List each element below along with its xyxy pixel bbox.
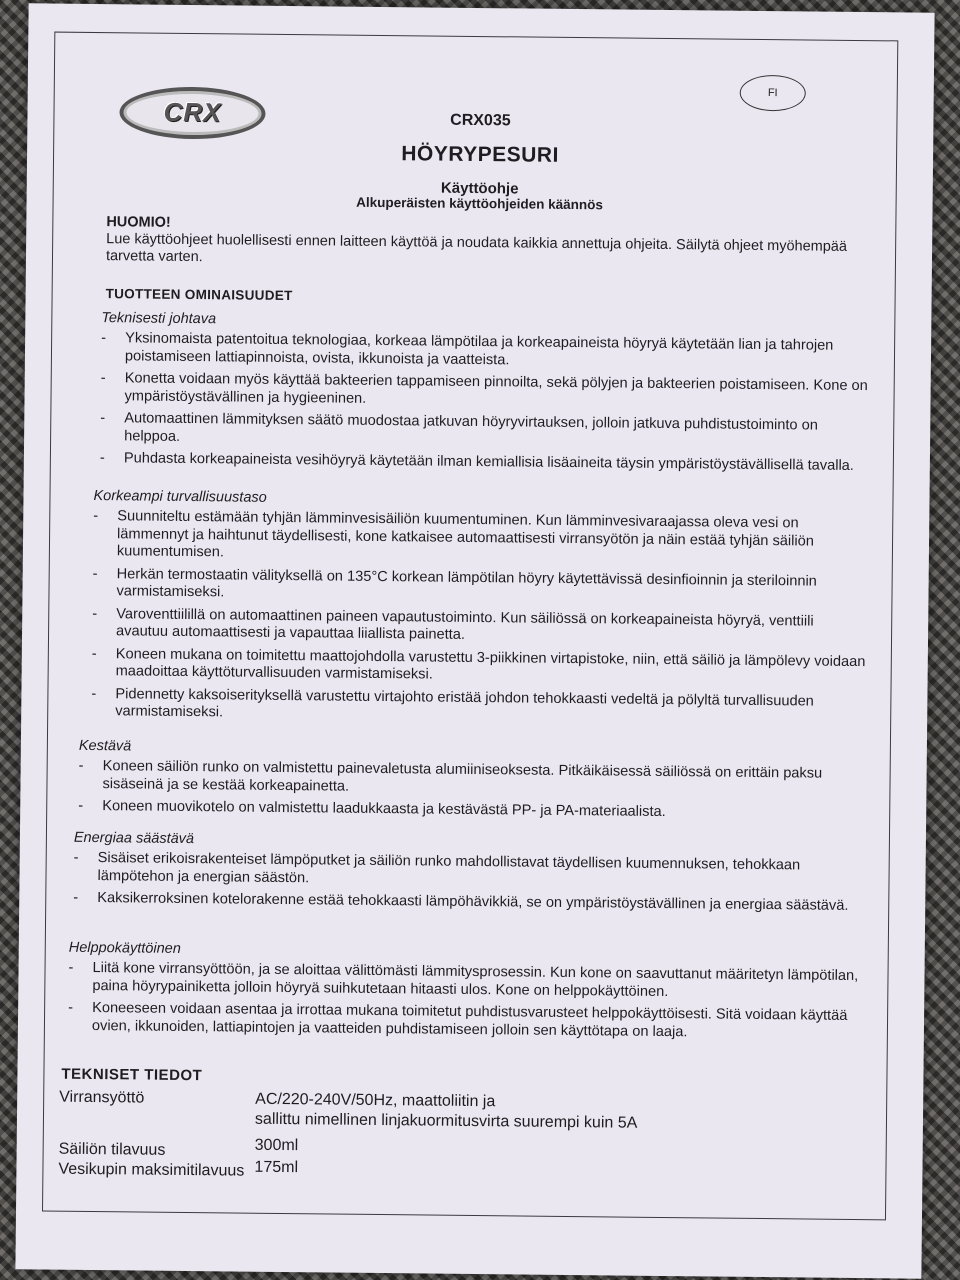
translation-note: Alkuperäisten käyttöohjeiden käännös <box>356 194 604 213</box>
list-item: - Koneen muovikotelo on valmistettu laadukkaasta ja kestävästä PP- ja PA-materiaalista. <box>78 798 866 824</box>
section-heading: Teknisesti johtava <box>101 310 217 328</box>
feature-list <box>68 960 869 1048</box>
list-item: - Herkän termostaatin välityksellä on 135°C korkean lämpötilan höyry käytettävissä desinfioinnin ja steriloinnin varmistamiseksi. <box>92 565 868 608</box>
list-item: - Koneen säiliön runko on valmistettu painevaletusta alumiiniseoksesta. Pitkäikäisessä säiliössä on erittäin paksu sisäseinä ja se kestää korkeapainetta. <box>78 758 866 801</box>
section-heading: Korkeampi turvallisuustaso <box>93 487 267 506</box>
notice-heading: HUOMIO! <box>106 214 171 231</box>
spec-value: 175ml <box>254 1158 299 1177</box>
list-item: - Varoventtiilillä on automaattinen paineen vapautustoiminto. Kun säiliössä on korkeapaineista höyryä, venttiili avautuu automaattisesti ja vapauttaa liiallista painetta. <box>92 605 868 648</box>
spec-value: 300ml <box>254 1136 299 1155</box>
feature-list <box>100 330 873 481</box>
list-item: - Koneeseen voidaan asentaa ja irrottaa mukana toimitetut puhdistusvarusteet helppokäyttöisesti. Sitä voidaan käyttää ovien, ikkunoiden, lattiapintojen ja vaatteiden puhdistamiseen jolloin sen käyttötapa on laaja. <box>68 1000 868 1043</box>
list-item: - Sisäiset erikoisrakenteiset lämpöputket ja säiliön runko mahdollistavat täydellisen kuumennuksen, tehokkaan lämpötehon ja energian säästön. <box>73 850 867 893</box>
list-item: - Pidennetty kaksoiserityksellä varustettu virtajohto eristää johdon tehokkaasti vedeltä ja pölyltä turvallisuuden varmistamiseksi. <box>91 685 867 728</box>
feature-list <box>73 850 868 921</box>
feature-list <box>78 758 867 829</box>
spec-label: Säiliön tilavuus <box>58 1140 166 1159</box>
spec-value: AC/220-240V/50Hz, maattoliitin ja <box>255 1090 496 1111</box>
document-subtitle: Käyttöohje <box>440 179 519 198</box>
logo-text: CRX <box>163 96 222 128</box>
list-item: - Liitä kone virransyöttöön, ja se aloittaa välittömästi lämmitysprosessin. Kun kone on saavuttanut määritetyn lämpötilan, paina höyrypainiketta jolloin höyryä suihkutetaan hitaasti ulos. Kone on helppokäyttöinen. <box>68 960 868 1003</box>
list-item: - Puhdasta korkeapaineista vesihöyryä käytetään ilman kemiallisia lisäaineita täysin ympäristöystävällisellä tavalla. <box>100 450 872 476</box>
specs-heading: TEKNISET TIEDOT <box>61 1065 203 1085</box>
features-heading: TUOTTEEN OMINAISUUDET <box>105 286 293 304</box>
list-item: - Konetta voidaan myös käyttää bakteerien tappamiseen pinnoilta, sekä pölyjen ja bakteerien poistamiseen. Kone on ympäristöystävällinen ja hygieeninen. <box>100 370 872 413</box>
spec-label: Virransyöttö <box>59 1088 145 1107</box>
spec-label: Vesikupin maksimitilavuus <box>58 1160 245 1180</box>
notice-block <box>106 214 872 273</box>
document-title: HÖYRYPESURI <box>401 142 560 167</box>
section-heading: Energiaa säästävä <box>73 829 195 848</box>
document-sheet <box>15 3 934 1278</box>
list-item: - Yksinomaista patentoitua teknologiaa, korkeaa lämpötilaa ja korkeapaineista höyryä käytetään lian ja tahrojen poistamiseen lattiapinnoista, ovista, ikkunoista ja vaatteista. <box>101 330 873 373</box>
spec-value: sallittu nimellinen linjakuormitusvirta suurempi kuin 5A <box>254 1110 638 1132</box>
notice-text: Lue käyttöohjeet huolellisesti ennen laitteen käyttöä ja noudata kaikkia annettuja ohjeita. Säilytä ohjeet myöhempää tarvetta varten. <box>105 231 848 266</box>
language-badge: FI <box>740 75 806 112</box>
feature-list <box>91 508 869 734</box>
model-number: CRX035 <box>450 111 511 130</box>
list-item: - Suunniteltu estämään tyhjän lämminvesisäiliön kuumentuminen. Kun lämminvesivaraajassa oleva vesi on lämmennyt ja haihtunut täydellisesti, kone katkaisee automaattisesti virransyötön ja näin estää tyhjän säiliön kuumentumisen. <box>93 508 870 569</box>
list-item: - Kaksikerroksinen kotelorakenne estää tehokkaasti lämpöhävikkiä, se on ympäristöystävällinen ja energiaa säästävä. <box>73 890 867 916</box>
list-item: - Automaattinen lämmityksen säätö muodostaa jatkuvan höyryvirtauksen, jolloin jatkuva puhdistustoiminto on helppoa. <box>100 410 872 453</box>
section-heading: Helppokäyttöinen <box>68 939 181 957</box>
document-body <box>29 3 935 1180</box>
list-item: - Koneen mukana on toimitettu maattojohdolla varustettu 3-piikkinen virtapistoke, niin, että säiliö ja lämpölevy voidaan maadoittaa käyttöturvallisuuden varmistamiseksi. <box>92 645 868 688</box>
section-heading: Kestävä <box>78 737 132 755</box>
